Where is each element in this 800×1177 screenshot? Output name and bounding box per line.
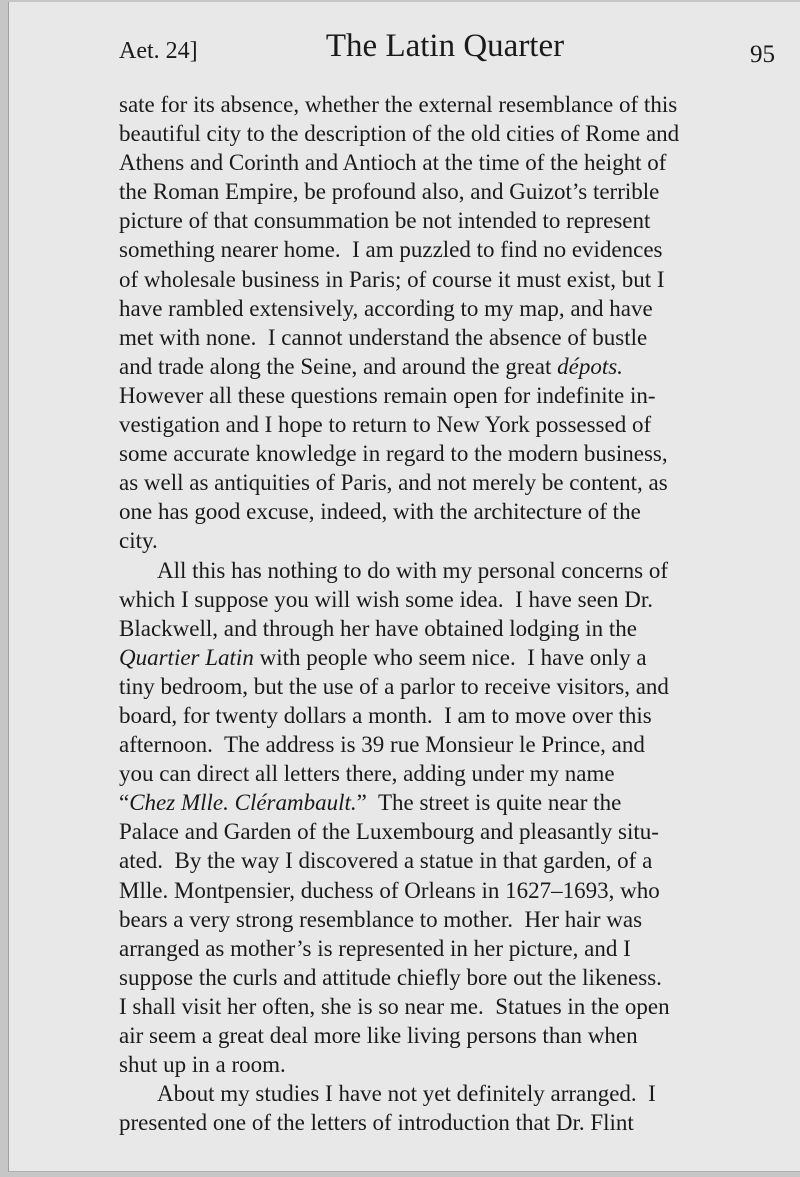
book-page (8, 2, 800, 1172)
text-segment: I shall visit her often, she is so near me. Statues in the open (119, 993, 670, 1019)
text-line (119, 381, 775, 410)
text-segment: you can direct all letters there, adding under my name (119, 761, 615, 787)
text-segment: About my studies I have not yet definitely arranged. I (157, 1081, 656, 1107)
text-line (119, 265, 775, 294)
italic-text: Quartier Latin (119, 644, 254, 670)
text-line (119, 992, 775, 1021)
running-header (115, 26, 775, 76)
text-segment: afternoon. The address is 39 rue Monsieur le Prince, and (119, 732, 645, 758)
text-segment: Athens and Corinth and Antioch at the time of the height of (119, 150, 667, 176)
text-segment: suppose the curls and attitude chiefly bore out the likeness. (119, 964, 662, 990)
text-segment: as well as antiquities of Paris, and not merely be content, as (119, 470, 668, 496)
text-segment: with people who seem nice. I have only a (253, 644, 647, 670)
text-line (119, 206, 775, 235)
text-segment: met with none. I cannot understand the absence of bustle (119, 324, 648, 350)
text-line (119, 497, 775, 526)
text-line (119, 90, 775, 119)
text-line (119, 410, 775, 439)
text-line (119, 876, 775, 905)
text-segment: which I suppose you will wish some idea. I have seen Dr. (119, 586, 654, 612)
text-line (119, 759, 775, 788)
text-line (119, 235, 775, 264)
text-segment: tiny bedroom, but the use of a parlor to receive visitors, and (119, 673, 669, 699)
text-segment: “ (119, 790, 130, 816)
text-line (119, 294, 775, 323)
text-line (119, 148, 775, 177)
text-segment: sate for its absence, whether the external resemblance of this (119, 92, 678, 117)
text-line (119, 730, 775, 759)
text-segment: and trade along the Seine, and around the great (119, 353, 558, 379)
italic-text: Chez Mlle. Clérambault. (129, 790, 357, 816)
text-line (119, 701, 775, 730)
page-number: 95 (750, 41, 775, 68)
text-segment: ” The street is quite near the (356, 790, 622, 816)
text-line (119, 1050, 775, 1079)
text-line (119, 556, 775, 585)
text-line (119, 934, 775, 963)
text-line (119, 585, 775, 614)
italic-text: dépots. (557, 353, 623, 379)
text-segment: arranged as mother’s is represented in her picture, and I (119, 935, 631, 961)
text-line (119, 1079, 775, 1108)
text-line (119, 119, 775, 148)
text-segment: of wholesale business in Paris; of course it must exist, but I (119, 266, 665, 292)
text-segment: presented one of the letters of introduction that Dr. Flint (119, 1110, 634, 1136)
text-segment: city. (119, 528, 158, 554)
text-line (119, 614, 775, 643)
text-line (119, 1108, 775, 1137)
text-line (119, 643, 775, 672)
text-segment: All this has nothing to do with my personal concerns of (157, 557, 669, 583)
text-segment: bears a very strong resemblance to mother. Her hair was (119, 906, 643, 932)
text-segment: Palace and Garden of the Luxembourg and pleasantly situ- (119, 819, 659, 845)
text-segment: board, for twenty dollars a month. I am to move over this (119, 702, 652, 728)
text-segment: one has good excuse, indeed, with the architecture of the (119, 499, 641, 525)
text-line (119, 468, 775, 497)
text-line (119, 526, 775, 555)
running-title: The Latin Quarter (325, 28, 565, 64)
text-segment: vestigation and I hope to return to New York possessed of (119, 412, 652, 438)
body-text (119, 90, 775, 1137)
text-segment: something nearer home. I am puzzled to find no evidences (119, 237, 663, 263)
text-segment: Mlle. Montpensier, duchess of Orleans in 1627–1693, who (119, 877, 660, 903)
text-line (119, 672, 775, 701)
text-segment: the Roman Empire, be profound also, and Guizot’s terrible (119, 179, 660, 205)
text-line (119, 963, 775, 992)
text-segment: air seem a great deal more like living persons than when (119, 1023, 638, 1048)
text-segment: picture of that consummation be not intended to represent (119, 208, 651, 234)
text-segment: some accurate knowledge in regard to the modern business, (119, 441, 668, 467)
text-segment: ated. By the way I discovered a statue in that garden, of a (119, 848, 653, 874)
text-segment: beautiful city to the description of the old cities of Rome and (119, 121, 680, 147)
header-age-note: Aet. 24] (119, 38, 198, 64)
text-line (119, 352, 775, 381)
text-segment: have rambled extensively, according to my map, and have (119, 295, 653, 321)
text-segment: However all these questions remain open for indefinite in- (119, 382, 656, 408)
text-line (119, 1021, 775, 1050)
text-line (119, 817, 775, 846)
text-line (119, 177, 775, 206)
text-line (119, 846, 775, 875)
text-segment: shut up in a room. (119, 1052, 286, 1078)
text-line (119, 788, 775, 817)
text-line (119, 439, 775, 468)
text-line (119, 323, 775, 352)
text-line (119, 905, 775, 934)
text-segment: Blackwell, and through her have obtained lodging in the (119, 615, 638, 641)
